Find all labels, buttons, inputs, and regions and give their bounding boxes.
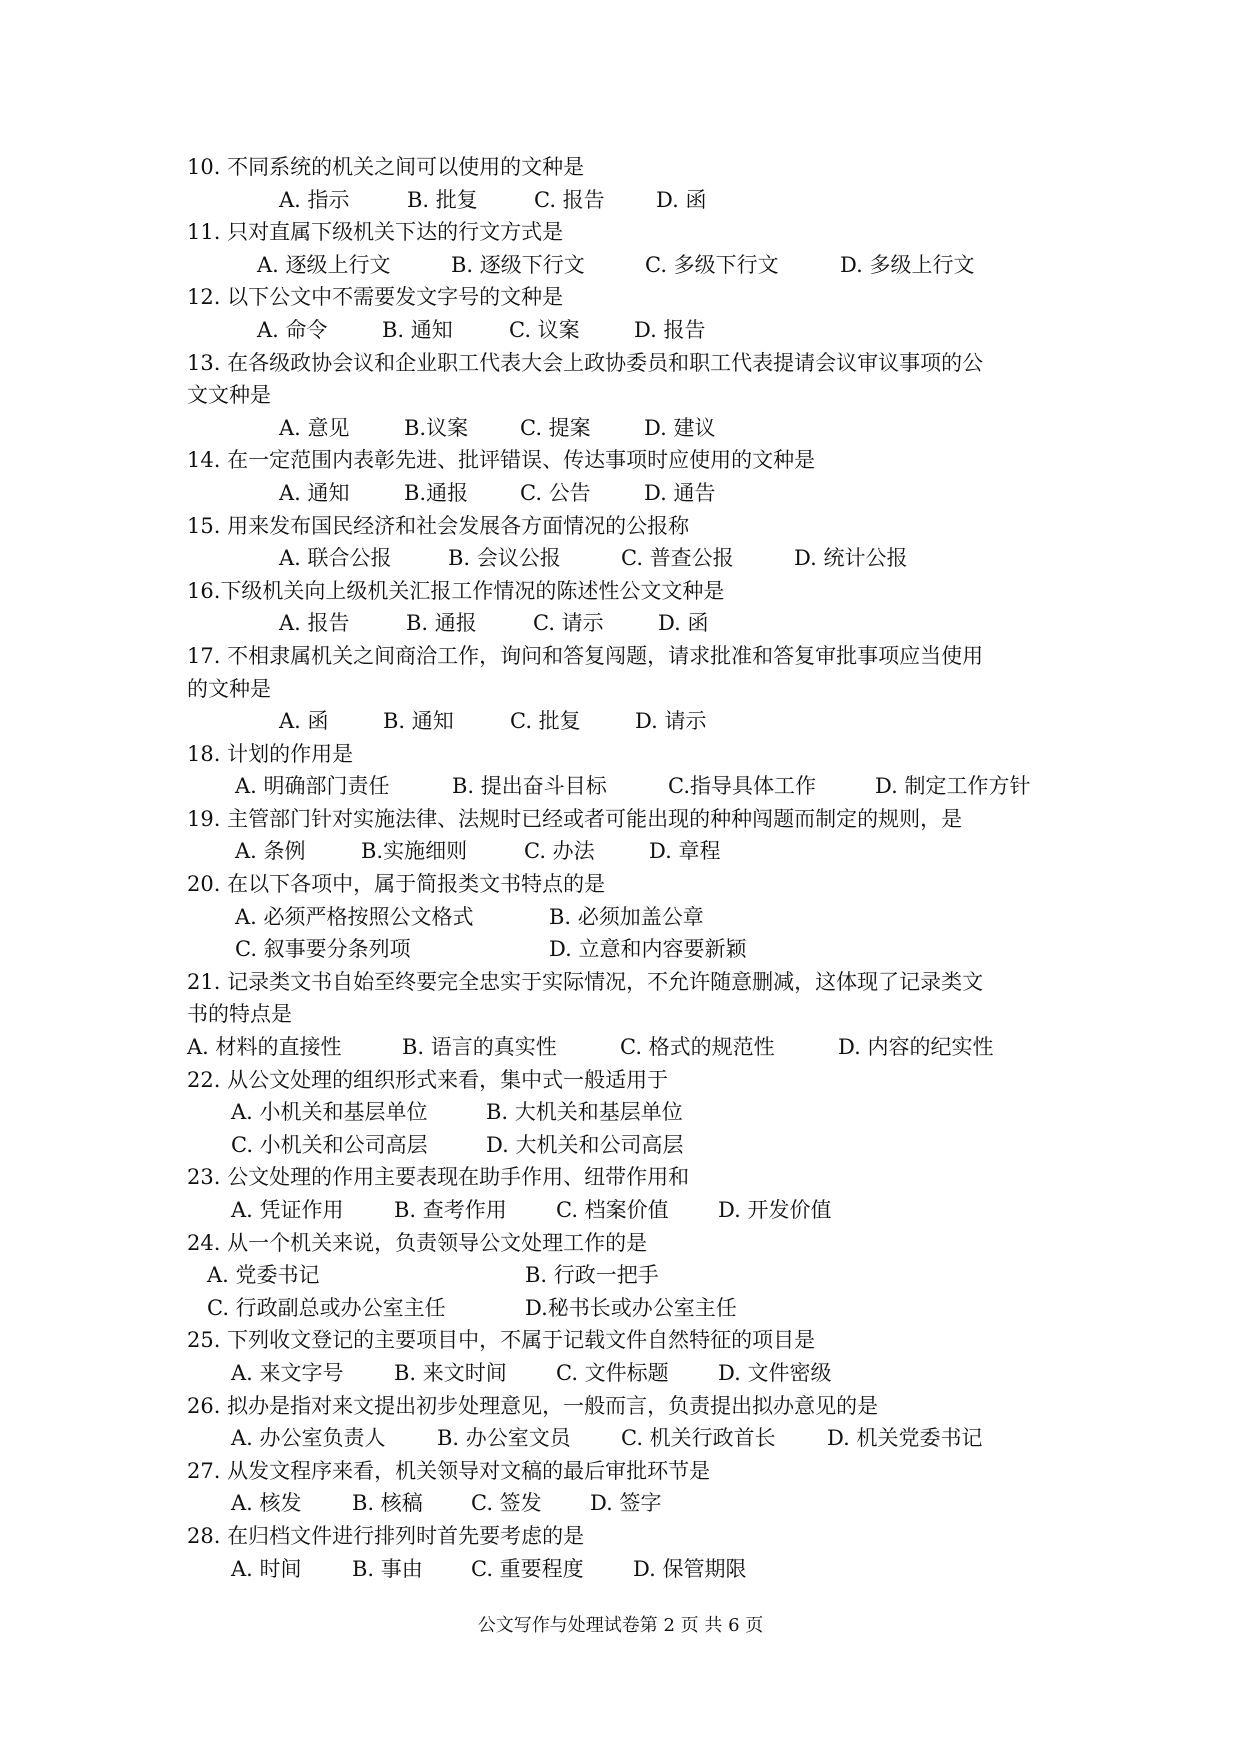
option-row	[187, 184, 1067, 217]
answer-option: A. 联合公报	[279, 546, 392, 571]
answer-option: A. 明确部门责任	[235, 774, 390, 799]
question-stem: 书的特点是	[187, 1002, 292, 1027]
question-item	[187, 1324, 1067, 1389]
option-row	[187, 1553, 1067, 1586]
answer-option: B.议案	[404, 415, 469, 440]
option-row	[187, 1357, 1067, 1390]
question-stem: 的文种是	[187, 676, 271, 701]
answer-option: A. 命令	[257, 317, 328, 342]
answer-option: D. 开发价值	[718, 1198, 832, 1222]
question-stem: 26. 拟办是指对来文提出初步处理意见，一般而言，负责提出拟办意见的是	[187, 1393, 879, 1418]
answer-option: A. 逐级上行文	[257, 252, 391, 277]
answer-option: C. 议案	[509, 317, 580, 342]
option-row	[187, 249, 1067, 282]
answer-option: B. 办公室文员	[437, 1426, 571, 1451]
answer-option: B. 逐级下行文	[451, 252, 585, 277]
answer-option: A. 材料的直接性	[187, 1035, 342, 1060]
answer-option: C. 重要程度	[471, 1556, 584, 1581]
answer-option: C. 机关行政首长	[621, 1426, 776, 1451]
answer-option: D. 保管期限	[633, 1556, 747, 1581]
option-row	[187, 770, 1067, 803]
answer-option: A. 报告	[279, 611, 350, 636]
answer-option: A. 小机关和基层单位	[231, 1100, 428, 1125]
option-row	[187, 1487, 1067, 1520]
answer-option: B. 必须加盖公章	[549, 904, 704, 929]
answer-option: D. 机关党委书记	[827, 1426, 983, 1451]
option-row	[187, 933, 1067, 966]
question-item	[187, 281, 1067, 346]
option-row	[187, 1422, 1067, 1455]
question-stem: 17. 不相隶属机关之间商洽工作，询问和答复闯题，请求批准和答复审批事项应当使用	[187, 643, 984, 668]
option-row	[187, 1259, 1067, 1292]
answer-option: D. 制定工作方针	[875, 774, 1031, 799]
question-stem: 15. 用来发布国民经济和社会发展各方面情况的公报称	[187, 513, 690, 538]
answer-option: B. 来文时间	[394, 1360, 507, 1385]
answer-option: A. 指示	[279, 187, 350, 212]
answer-option: C. 签发	[471, 1491, 542, 1516]
option-row	[187, 314, 1067, 347]
answer-option: D. 签字	[590, 1491, 662, 1516]
answer-option: D. 文件密级	[718, 1360, 832, 1385]
question-item	[187, 1455, 1067, 1520]
answer-option: B. 查考作用	[394, 1198, 507, 1222]
answer-option: A. 时间	[231, 1556, 302, 1581]
answer-option: C. 普查公报	[621, 546, 734, 571]
answer-option: C. 小机关和公司高层	[231, 1132, 428, 1157]
question-stem: 11. 只对直属下级机关下达的行文方式是	[187, 220, 564, 245]
question-stem: 24. 从一个机关来说，负责领导公文处理工作的是	[187, 1230, 648, 1255]
answer-option: B. 行政一把手	[525, 1263, 659, 1288]
answer-option: C. 请示	[533, 611, 604, 636]
answer-option: D. 请示	[635, 709, 707, 734]
answer-option: C. 提案	[520, 415, 591, 440]
question-item	[187, 575, 1067, 640]
answer-option: A. 通知	[279, 480, 350, 505]
question-item	[187, 803, 1067, 868]
question-stem: 20. 在以下各项中，属于简报类文书特点的是	[187, 872, 606, 897]
answer-option: B. 通报	[406, 611, 477, 636]
page-footer: 公文写作与处理试卷第 2 页 共 6 页	[477, 1615, 764, 1636]
answer-option: B. 大机关和基层单位	[486, 1100, 683, 1125]
question-stem: 23. 公文处理的作用主要表现在助手作用、纽带作用和	[187, 1165, 690, 1190]
question-stem: 27. 从发文程序来看，机关领导对文稿的最后审批环节是	[187, 1458, 711, 1483]
answer-option: D. 建议	[644, 415, 716, 440]
question-item	[187, 1227, 1067, 1325]
answer-option: C. 公告	[520, 480, 591, 505]
option-row	[187, 705, 1067, 738]
answer-option: A. 来文字号	[231, 1360, 344, 1385]
option-row	[187, 607, 1067, 640]
answer-option: D. 统计公报	[794, 546, 908, 571]
answer-option: D. 报告	[634, 317, 706, 342]
question-item	[187, 347, 1067, 445]
question-stem: 21. 记录类文书自始至终要完全忠实于实际情况，不允许随意删减，这体现了记录类文	[187, 969, 984, 994]
option-row	[187, 835, 1067, 868]
question-item	[187, 1064, 1067, 1162]
question-item	[187, 510, 1067, 575]
option-row	[187, 1129, 1067, 1162]
question-stem: 14. 在一定范围内表彰先进、批评错误、传达事项时应使用的文种是	[187, 448, 816, 473]
option-row	[187, 477, 1067, 510]
answer-option: D. 立意和内容要新颖	[549, 937, 747, 962]
answer-option: B. 通知	[383, 709, 454, 734]
question-item	[187, 966, 1067, 1064]
question-item	[187, 738, 1067, 803]
answer-option: D. 通告	[644, 480, 716, 505]
question-stem: 文文种是	[187, 383, 271, 408]
option-row	[187, 1292, 1067, 1325]
answer-option: B. 事由	[352, 1556, 423, 1581]
answer-option: C. 报告	[534, 187, 605, 212]
question-item	[187, 1390, 1067, 1455]
question-item	[187, 216, 1067, 281]
question-item	[187, 640, 1067, 738]
answer-option: A. 凭证作用	[231, 1198, 344, 1222]
answer-option: C. 批复	[510, 709, 581, 734]
option-row	[187, 901, 1067, 934]
answer-option: D. 章程	[649, 839, 721, 864]
answer-option: C. 行政副总或办公室主任	[207, 1295, 446, 1320]
question-item	[187, 1520, 1067, 1585]
answer-option: D. 函	[656, 187, 707, 212]
option-row	[187, 1096, 1067, 1129]
answer-option: C. 叙事要分条列项	[235, 937, 411, 962]
option-row	[187, 412, 1067, 445]
answer-option: C. 档案价值	[556, 1198, 669, 1222]
question-item	[187, 1161, 1067, 1226]
question-stem: 16.下级机关向上级机关汇报工作情况的陈述性公文文种是	[187, 578, 725, 603]
answer-option: B.通报	[404, 480, 469, 505]
answer-option: B. 通知	[382, 317, 453, 342]
answer-option: B. 核稿	[352, 1491, 423, 1516]
question-stem: 19. 主管部门针对实施法律、法规时已经或者可能出现的种种闯题而制定的规则，是	[187, 806, 963, 831]
question-stem: 28. 在归档文件进行排列时首先要考虑的是	[187, 1523, 585, 1548]
option-row	[187, 1031, 1067, 1064]
answer-option: B. 提出奋斗目标	[452, 774, 607, 799]
answer-option: D. 函	[658, 611, 709, 636]
answer-option: D. 大机关和公司高层	[486, 1132, 684, 1157]
answer-option: C. 多级下行文	[645, 252, 779, 277]
question-stem: 25. 下列收文登记的主要项目中，不属于记载文件自然特征的项目是	[187, 1328, 816, 1353]
question-list	[187, 151, 1067, 1585]
answer-option: A. 意见	[279, 415, 350, 440]
answer-option: C.指导具体工作	[668, 774, 816, 799]
answer-option: B. 语言的真实性	[402, 1035, 557, 1060]
question-item	[187, 151, 1067, 216]
answer-option: C. 格式的规范性	[620, 1035, 775, 1060]
answer-option: B.实施细则	[361, 839, 468, 864]
answer-option: D. 内容的纪实性	[838, 1035, 994, 1060]
answer-option: A. 办公室负责人	[231, 1426, 386, 1451]
answer-option: A. 条例	[235, 839, 306, 864]
answer-option: B. 批复	[407, 187, 478, 212]
question-stem: 12. 以下公文中不需要发文字号的文种是	[187, 285, 564, 310]
answer-option: A. 函	[279, 709, 329, 734]
answer-option: A. 党委书记	[207, 1263, 320, 1288]
question-item	[187, 444, 1067, 509]
answer-option: A. 核发	[231, 1491, 302, 1516]
answer-option: A. 必须严格按照公文格式	[235, 904, 474, 929]
question-stem: 13. 在各级政协会议和企业职工代表大会上政协委员和职工代表提请会议审议事项的公	[187, 350, 984, 375]
question-stem: 22. 从公文处理的组织形式来看，集中式一般适用于	[187, 1067, 669, 1092]
answer-option: B. 会议公报	[448, 546, 561, 571]
answer-option: C. 办法	[524, 839, 595, 864]
option-row	[187, 542, 1067, 575]
question-item	[187, 868, 1067, 966]
answer-option: D. 多级上行文	[840, 252, 975, 277]
option-row	[187, 1194, 1067, 1227]
answer-option: C. 文件标题	[556, 1360, 669, 1385]
question-stem: 10. 不同系统的机关之间可以使用的文种是	[187, 155, 585, 179]
answer-option: D.秘书长或办公室主任	[525, 1295, 737, 1320]
question-stem: 18. 计划的作用是	[187, 741, 354, 766]
